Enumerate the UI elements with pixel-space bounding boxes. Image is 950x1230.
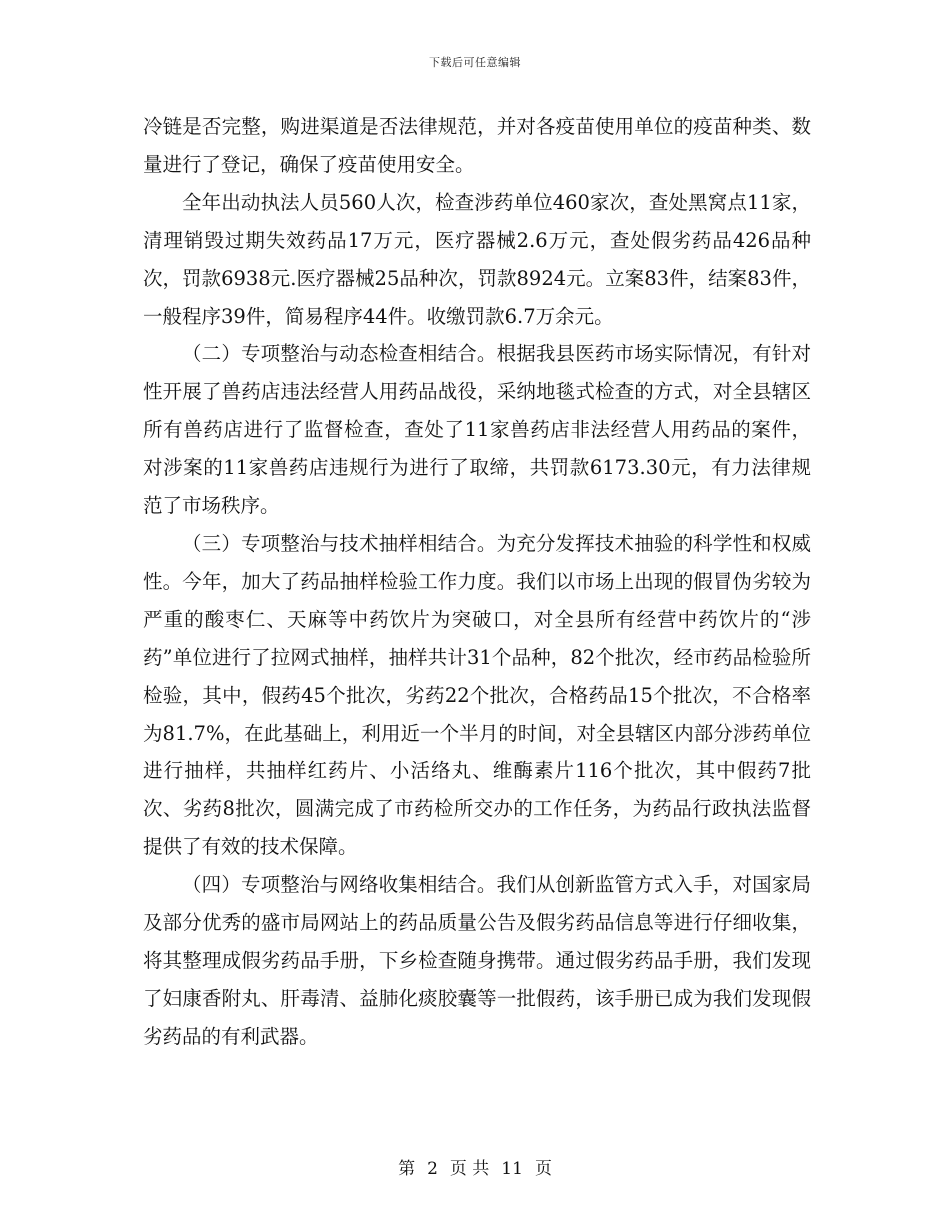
- page-header: 下载后可任意编辑: [429, 56, 521, 69]
- document-body: [143, 108, 811, 1056]
- paragraph-section-two: （二）专项整治与动态检查相结合。根据我县医药市场实际情况，有针对性开展了兽药店违法经营人用药品战役，采纳地毯式检查的方式，对全县辖区所有兽药店进行了监督检查，查处了11家兽药店非法经营人用药品的案件，对涉案的11家兽药店违规行为进行了取缔，共罚款6173.30元，有力法律规范了市场秩序。: [143, 342, 811, 518]
- page-footer: [0, 1154, 950, 1179]
- footer-current-page: 2: [427, 1159, 438, 1179]
- footer-label-middle: 页 共: [449, 1159, 490, 1179]
- paragraph-section-three: （三）专项整治与技术抽样相结合。为充分发挥技术抽验的科学性和权威性。今年，加大了药品抽样检验工作力度。我们以市场上出现的假冒伪劣较为严重的酸枣仁、天麻等中药饮片为突破口，对全县所有经营中药饮片的“涉药”单位进行了拉网式抽样，抽样共计31个品种，82个批次，经市药品检验所检验，其中，假药45个批次，劣药22个批次，合格药品15个批次，不合格率为81.7%，在此基础上，利用近一个半月的时间，对全县辖区内部分涉药单位进行抽样，共抽样红药片、小活络丸、维酶素片116个批次，其中假药7批次、劣药8批次，圆满完成了市药检所交办的工作任务，为药品行政执法监督提供了有效的技术保障。: [143, 531, 811, 859]
- paragraph-section-four: （四）专项整治与网络收集相结合。我们从创新监管方式入手，对国家局及部分优秀的盛市局网站上的药品质量公告及假劣药品信息等进行仔细收集，将其整理成假劣药品手册，下乡检查随身携带。通过假劣药品手册，我们发现了妇康香附丸、肝毒清、益肺化痰胶囊等一批假药，该手册已成为我们发现假劣药品的有利武器。: [143, 873, 811, 1048]
- footer-label-prefix: 第: [398, 1159, 416, 1179]
- footer-label-suffix: 页: [534, 1159, 552, 1179]
- footer-total-pages: 11: [501, 1159, 523, 1179]
- paragraph-vaccine-check: 冷链是否完整，购进渠道是否法律规范，并对各疫苗使用单位的疫苗种类、数量进行了登记，确保了疫苗使用安全。: [143, 115, 811, 176]
- paragraph-annual-enforcement: 全年出动执法人员560人次，检查涉药单位460家次，查处黑窝点11家，清理销毁过期失效药品17万元，医疗器械2.6万元，查处假劣药品426品种次，罚款6938元.医疗器械25品种次，罚款8924元。立案83件，结案83件，一般程序39件，简易程序44件。收缴罚款6.7万余元。: [143, 190, 811, 328]
